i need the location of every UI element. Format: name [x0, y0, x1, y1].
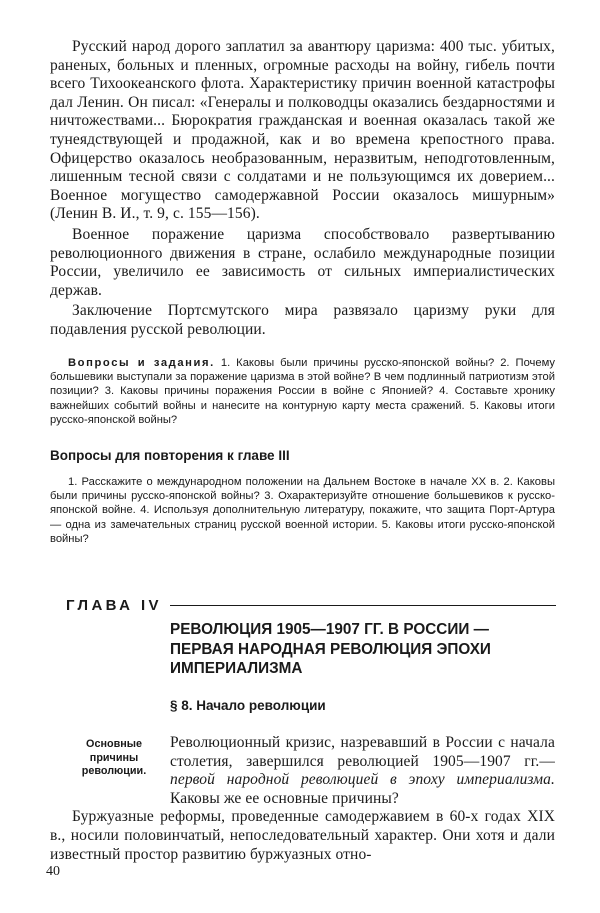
causes-line: Революционный кризис, назревавший в России с начала столетия, завершился революцией 1905—1907 гг.—: [170, 734, 555, 770]
margin-note: Основные причины революции.: [81, 738, 147, 777]
section-title: § 8. Начало революции: [170, 698, 326, 713]
chapter-label: ГЛАВА IV: [66, 597, 162, 614]
page-number: 40: [46, 864, 60, 879]
causes-paragraph-2: Буржуазные реформы, проведенные самодержавием в 60-х годах XIX в., носили половинчатый, непоследовательный характер. Они хотя и дали известный простор развитию буржуазных отно-: [50, 808, 555, 863]
review-title: Вопросы для повторения к главе III: [50, 447, 290, 463]
paragraph-defeat-effects: Военное поражение царизма способствовало развертыванию революционного движения в стране, ослабило международные позиции России, увеличило ее зависимость от сильных империалистических держав.: [50, 225, 555, 299]
paragraph-portsmouth: Заключение Портсмутского мира развязало царизму руки для подавления русской революции.: [50, 302, 555, 338]
chapter-rule: [170, 605, 556, 606]
questions-text: 1. Каковы были причины русско-японской войны? 2. Почему большевики выступали за поражение царизма в этой войне? В чем подлинный патриотизм этой позиции? 3. Каковы причины поражения России в войне с Японией? 4. Составьте хронику важнейших событий войны и нанесите на контурную карту места сражений. 5. Каковы итоги русско-японской войны?: [50, 356, 556, 427]
causes-question: Каковы же ее основные причины?: [170, 789, 399, 807]
review-text: 1. Расскажите о международном положении на Дальнем Востоке в начале XX в. 2. Каковы были причины русско-японской войны? 3. Охарактеризуйте отношение большевиков к русско-японской войне. 4. Используя дополнительную литературу, покажите, что защита Порт-Артура — одна из замечательных страниц русской военной истории. 5. Каковы итоги русско-японской войны?: [50, 475, 555, 546]
questions-block: [50, 356, 555, 428]
paragraph-war-cost: Русский народ дорого заплатил за авантюру царизма: 400 тыс. убитых, раненых, больных и пленных, огромные расходы на войну, гибель почти всего Тихоокеанского флота. Характеристику причин военной катастрофы дал Ленин. Он писал: «Генералы и полководцы оказались бездарностями и ничтожествами... Бюрократия гражданская и военная оказалась такой же тунеядствующей и продажной, как и во времена крепостного права. Офицерство оказалось необразованным, неразвитым, неподготовленным, лишенным тесной связи с солдатами и не пользующимся их доверием... Военное могущество самодержавной России оказалось мишурным» (Ленин В. И., т. 9, с. 155—156).: [50, 38, 555, 223]
page-body: [50, 38, 555, 547]
chapter-header: [66, 597, 556, 614]
chapter-title: РЕВОЛЮЦИЯ 1905—1907 ГГ. В РОССИИ — ПЕРВАЯ НАРОДНАЯ РЕВОЛЮЦИЯ ЭПОХИ ИМПЕРИАЛИЗМА: [170, 621, 491, 677]
causes-paragraph-1: [50, 734, 555, 808]
causes-text: [50, 734, 555, 864]
questions-lead: Вопросы и задания.: [68, 356, 215, 369]
causes-emphasis: первой народной революцией в эпоху империализма.: [170, 771, 555, 789]
